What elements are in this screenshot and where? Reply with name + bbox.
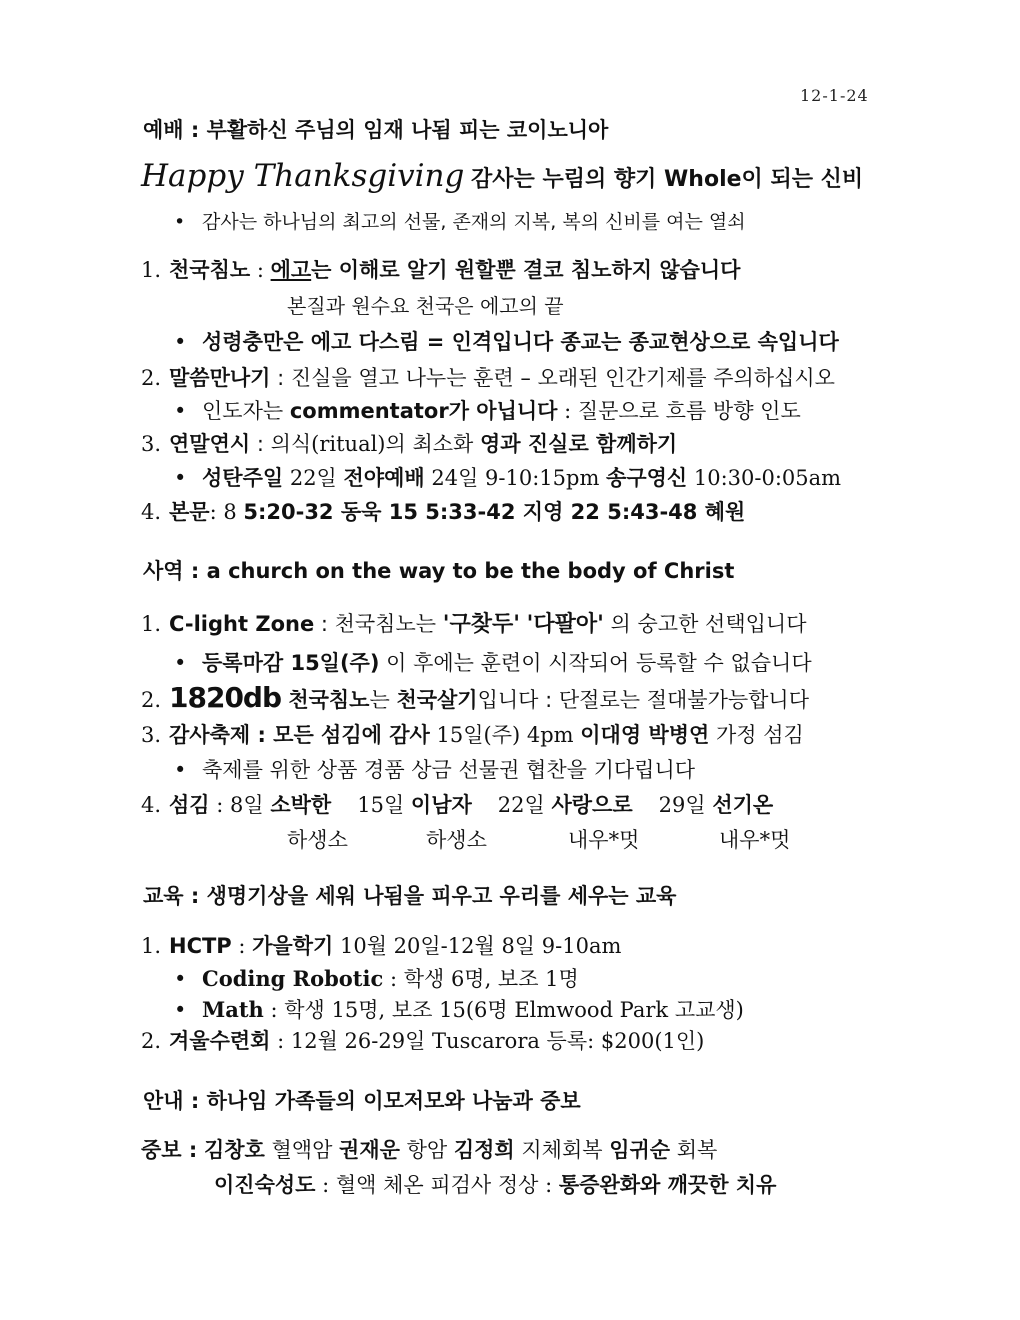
item-head: 감사축제 <box>169 723 251 747</box>
item-part: 15일(주) 4pm <box>429 723 581 747</box>
mission-item-3-bullet <box>174 756 695 784</box>
bullet-text: 축제를 위한 상품 경품 상금 선물권 협찬을 기다립니다 <box>202 758 696 782</box>
schedule-day: 29일 <box>658 793 706 817</box>
item-rest: : 의식 <box>250 432 312 456</box>
item-part <box>520 612 527 636</box>
item-number: 2. <box>141 1029 162 1053</box>
worship-label: 예배 : <box>143 118 200 142</box>
theme-line <box>141 158 864 194</box>
item-head: 섬김 <box>169 793 210 817</box>
education-heading <box>143 882 676 910</box>
mission-heading <box>143 557 734 585</box>
item-part: : 8 <box>209 500 244 524</box>
item-head: 본문 <box>169 500 210 524</box>
schedule-name: 소박한 <box>270 793 332 817</box>
worship-item-2-bullet <box>174 397 801 425</box>
item-bold: 천국침노 <box>281 688 370 712</box>
item-rest: : 진실을 열고 나누는 훈련 – 오래된 인간기제를 주의하십시오 <box>270 366 835 390</box>
bullet-part: 24일 9-10:15pm <box>424 466 607 490</box>
item-part: 가정 섬김 <box>709 723 804 747</box>
item-bold: : 모든 섬김에 감사 <box>250 723 430 747</box>
theme-bullet-text: 감사는 하나님의 최고의 선물, 존재의 지복, 복의 신비를 여는 열쇠 <box>202 211 746 233</box>
item-number: 2. <box>141 688 162 712</box>
worship-item-1-bullet <box>174 328 839 356</box>
item-rest: (ritual)의 최소화 <box>311 432 480 456</box>
bullet-dot: • <box>174 466 187 490</box>
bullet-bold: 전야예배 <box>343 466 425 490</box>
worship-item-1 <box>141 256 740 284</box>
worship-heading <box>143 116 608 144</box>
notice-label: 안내 : <box>143 1089 200 1113</box>
bullet-dot: • <box>174 399 187 423</box>
schedule-day: 22일 <box>497 793 545 817</box>
bullet-dot: • <box>174 967 187 991</box>
mission-item-4 <box>141 791 773 819</box>
item-part: 혜원 <box>697 500 746 524</box>
item-sep: : <box>209 793 231 817</box>
prayer-bold: 통증완화와 깨끗한 치유 <box>558 1173 777 1197</box>
bullet-dot: • <box>174 211 186 233</box>
item-head: HCTP <box>169 934 232 958</box>
bullet-bold: 송구영신 <box>606 466 688 490</box>
bullet-part: 10:30-0:05am <box>687 466 842 490</box>
item-part: : 12월 26-29일 Tuscarora 등록: $200(1인) <box>270 1029 705 1053</box>
theme-rest: 감사는 누림의 향기 Whole이 되는 신비 <box>471 167 864 192</box>
education-label: 교육 : <box>143 884 200 908</box>
item-sep: : <box>250 258 271 282</box>
schedule-name: 선기온 <box>712 793 774 817</box>
item-bold: 천국살기 <box>396 688 478 712</box>
worship-item-3-bullet <box>174 464 841 492</box>
bullet-dot: • <box>174 651 187 675</box>
worship-item-1-sub: 본질과 원수요 천국은 에고의 끝 <box>287 294 564 318</box>
worship-item-2 <box>141 364 835 392</box>
education-item-1 <box>141 932 621 960</box>
theme-bullet <box>174 208 746 236</box>
schedule-sub: 하생소 <box>287 828 348 852</box>
item-part: 의 숭고한 선택입니다 <box>603 612 807 636</box>
prayer-name: 김정희 <box>453 1138 515 1162</box>
item-bold: '다팔아' <box>526 612 604 637</box>
bullet-bold: commentator가 아닙니다 <box>289 399 558 423</box>
item-rest: 는 이해로 알기 원할뿐 결코 침노하지 않습니다 <box>311 258 741 282</box>
prayer-line-1 <box>141 1136 717 1164</box>
bullet-part: 입니다 종교는 종교현상으로 속입니다 <box>492 330 839 354</box>
prayer-line-2 <box>214 1171 776 1199</box>
item-part: 10월 20일-12월 8일 9-10am <box>333 934 622 958</box>
bullet-part: : 질문으로 흐름 방향 인도 <box>557 399 801 423</box>
mission-label: 사역 : <box>143 559 200 583</box>
item-bold: 가을학기 <box>252 934 334 958</box>
item-part: 입니다 : 단절로는 절대불가능합니다 <box>477 688 809 712</box>
bullet-part: 성령충만은 <box>202 330 311 354</box>
worship-title: 부활하신 주님의 임재 나됨 피는 코이노니아 <box>206 118 609 142</box>
notice-heading <box>143 1087 581 1115</box>
item-number: 2. <box>141 366 162 390</box>
education-item-2 <box>141 1027 704 1055</box>
worship-item-4 <box>141 498 745 526</box>
item-number: 3. <box>141 432 162 456</box>
item-number: 1. <box>141 258 162 282</box>
item-number: 3. <box>141 723 162 747</box>
item-part: 는 <box>369 688 397 712</box>
education-title: 생명기상을 세워 나됨을 피우고 우리를 세우는 교육 <box>206 884 677 908</box>
prayer-name: 임귀순 <box>609 1138 671 1162</box>
bullet-bold: 성탄주일 <box>202 466 284 490</box>
bullet-part: : 학생 15명, 보조 15(6명 Elmwood Park 고교생) <box>263 998 744 1022</box>
prayer-text: 항암 <box>399 1138 454 1162</box>
mission-title: a church on the way to be the body of Christ <box>206 559 735 583</box>
bullet-part: 22일 <box>283 466 344 490</box>
item-underlined: 에고 <box>270 258 312 282</box>
prayer-text: 회복 <box>670 1138 718 1162</box>
item-bold: 이대영 박병연 <box>580 723 710 747</box>
mission-item-1 <box>141 610 806 639</box>
schedule-name: 사랑으로 <box>551 793 633 817</box>
item-head: C-light Zone <box>169 612 315 636</box>
1820db-logo: 1820db <box>169 681 282 714</box>
bullet-dot: • <box>174 758 187 782</box>
prayer-name: 이진숙성도 <box>214 1173 316 1197</box>
item-number: 4. <box>141 500 162 524</box>
bullet-part: : 학생 6명, 보조 1명 <box>383 967 579 991</box>
prayer-text: 혈액암 <box>264 1138 340 1162</box>
education-bullet-math <box>174 996 744 1024</box>
scripture-ref: 5:20-32 <box>243 500 334 524</box>
education-bullet-coding <box>174 965 579 993</box>
item-bold: '구찾두' <box>442 612 520 637</box>
schedule-day: 8일 <box>230 793 264 817</box>
mission-item-3 <box>141 721 804 749</box>
theme-script: Happy Thanksgiving <box>141 158 465 194</box>
item-part: : 천국침노는 <box>314 612 443 636</box>
scripture-ref: 5:33-42 <box>425 500 516 524</box>
bullet-part: 인도자는 <box>202 399 290 423</box>
bullet-dot: • <box>174 998 187 1022</box>
schedule-sub: 내우*멋 <box>719 828 791 852</box>
item-number: 1. <box>141 612 162 636</box>
prayer-text: 지체회복 <box>514 1138 610 1162</box>
bullet-bold: Math <box>202 997 264 1022</box>
item-head: 연말연시 <box>169 432 251 456</box>
bullet-dot: • <box>174 330 187 354</box>
item-number: 4. <box>141 793 162 817</box>
prayer-name: 김창호 <box>203 1138 265 1162</box>
bullet-bold: 등록마감 15일(주) <box>202 651 380 675</box>
item-head: 천국침노 <box>169 258 251 282</box>
item-number: 1. <box>141 934 162 958</box>
date: 12-1-24 <box>800 86 869 105</box>
item-head: 말씀만나기 <box>169 366 271 390</box>
schedule-day: 15일 <box>357 793 405 817</box>
bullet-bold: Coding Robotic <box>202 966 384 991</box>
item-sep: : <box>231 934 253 958</box>
prayer-name: 권재운 <box>339 1138 400 1162</box>
prayer-label: 중보 : <box>141 1138 198 1162</box>
mission-item-2 <box>141 681 809 714</box>
schedule-sub: 하생소 <box>426 828 487 852</box>
worship-item-3 <box>141 430 677 458</box>
item-part: 동욱 15 <box>333 500 426 524</box>
schedule-sub: 내우*멋 <box>568 828 640 852</box>
item-part: 지영 22 <box>515 500 608 524</box>
bullet-part: 이 후에는 훈련이 시작되어 등록할 수 없습니다 <box>379 651 812 675</box>
notice-title: 하나임 가족들의 이모저모와 나눔과 중보 <box>206 1089 581 1113</box>
item-bold: 영과 진실로 함께하기 <box>480 432 678 456</box>
item-head: 겨울수련회 <box>169 1029 271 1053</box>
prayer-text: : 혈액 체온 피검사 정상 : <box>315 1173 559 1197</box>
scripture-ref: 5:43-48 <box>607 500 698 524</box>
schedule-name: 이남자 <box>410 793 472 817</box>
bullet-bold: 에고 다스림 = 인격 <box>310 330 493 354</box>
mission-item-1-bullet <box>174 649 812 677</box>
